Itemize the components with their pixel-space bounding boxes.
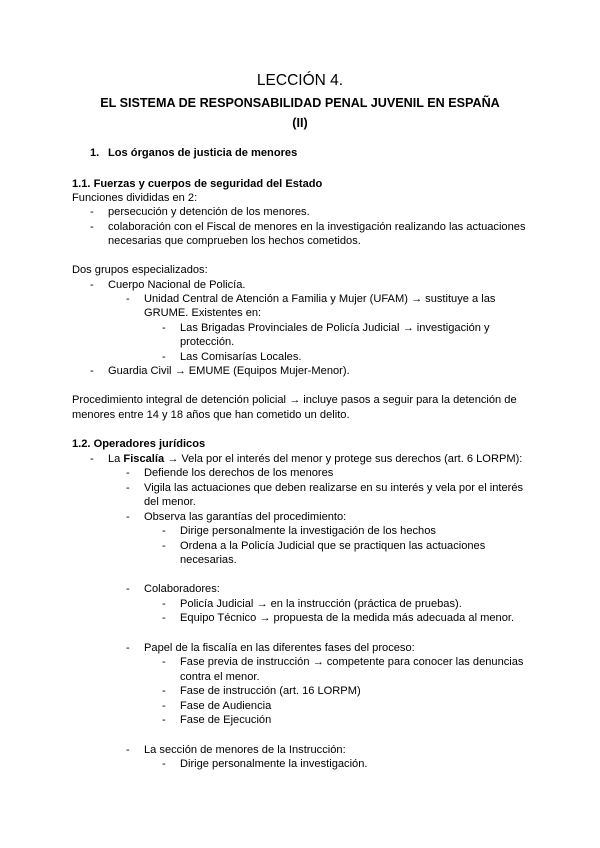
bullet-dash: - — [126, 467, 130, 479]
list-item-continued: del menor. — [144, 496, 196, 508]
list-item: Fase previa de instrucción → competente para conocer las denuncias — [180, 656, 524, 668]
functions-intro: Funciones divididas en 2: — [72, 192, 198, 204]
list-item-continued: necesarias que comprueben los hechos cometidos. — [108, 235, 361, 247]
list-item: Papel de la fiscalía en las diferentes fases del proceso: — [144, 642, 415, 654]
fiscalia-prefix: La — [108, 453, 124, 465]
list-item: persecución y detención de los menores. — [108, 206, 310, 218]
bullet-dash: - — [90, 365, 94, 377]
lesson-subtitle-line1: EL SISTEMA DE RESPONSABILIDAD PENAL JUVENIL EN ESPAÑA — [100, 96, 500, 110]
fiscalia-term: Fiscalía — [123, 453, 165, 465]
section-1-1-heading: 1.1. Fuerzas y cuerpos de seguridad del Estado — [72, 178, 323, 190]
bullet-dash: - — [126, 482, 130, 494]
list-item: colaboración con el Fiscal de menores en la investigación realizando las actuaciones — [108, 221, 526, 233]
bullet-dash: - — [162, 322, 166, 334]
lesson-subtitle-line2: (II) — [292, 116, 308, 130]
list-item: Las Comisarías Locales. — [180, 351, 302, 363]
bullet-dash: - — [162, 656, 166, 668]
bullet-dash: - — [162, 598, 166, 610]
groups-intro: Dos grupos especializados: — [72, 264, 208, 276]
bullet-dash: - — [162, 612, 166, 624]
bullet-dash: - — [126, 744, 130, 756]
list-item: Defiende los derechos de los menores — [144, 467, 334, 479]
list-item: Policía Judicial → en la instrucción (práctica de pruebas). — [180, 598, 462, 610]
list-item: Vigila las actuaciones que deben realizarse en su interés y vela por el interés — [144, 482, 524, 494]
bullet-dash: - — [90, 206, 94, 218]
procedure-paragraph-line1: Procedimiento integral de detención policial → incluye pasos a seguir para la detención de — [72, 394, 517, 406]
bullet-dash: - — [90, 221, 94, 233]
list-item-continued: protección. — [180, 336, 235, 348]
bullet-dash: - — [162, 525, 166, 537]
list-item: Fase de Audiencia — [180, 700, 272, 712]
bullet-dash: - — [162, 700, 166, 712]
bullet-dash: - — [162, 714, 166, 726]
bullet-dash: - — [126, 583, 130, 595]
fiscalia-item — [108, 452, 522, 466]
list-item: Observa las garantías del procedimiento: — [144, 511, 347, 523]
list-item-continued: necesarias. — [180, 554, 237, 566]
bullet-dash: - — [126, 293, 130, 305]
bullet-dash: - — [90, 453, 94, 465]
list-item: Las Brigadas Provinciales de Policía Judicial → investigación y — [180, 322, 490, 334]
list-item: Dirige personalmente la investigación de los hechos — [180, 525, 436, 537]
list-item: Cuerpo Nacional de Policía. — [108, 279, 246, 291]
list-item: Fase de instrucción (art. 16 LORPM) — [180, 685, 361, 697]
section-1-heading: Los órganos de justicia de menores — [108, 147, 298, 159]
bullet-dash: - — [162, 540, 166, 552]
bullet-dash: - — [162, 758, 166, 770]
procedure-paragraph-line2: menores entre 14 y 18 años que han cometido un delito. — [72, 409, 350, 421]
list-item: Unidad Central de Atención a Familia y Mujer (UFAM) → sustituye a las — [144, 293, 496, 305]
list-item: Ordena a la Policía Judicial que se practiquen las actuaciones — [180, 540, 486, 552]
list-item: Dirige personalmente la investigación. — [180, 758, 368, 770]
list-item-continued: GRUME. Existentes en: — [144, 307, 262, 319]
lesson-title: LECCIÓN 4. — [256, 72, 344, 89]
bullet-dash: - — [126, 511, 130, 523]
bullet-dash: - — [162, 685, 166, 697]
list-item: La sección de menores de la Instrucción: — [144, 744, 346, 756]
bullet-dash: - — [162, 351, 166, 363]
fiscalia-description: → Vela por el interés del menor y protege sus derechos (art. 6 LORPM): — [164, 453, 523, 465]
bullet-dash: - — [90, 279, 94, 291]
bullet-dash: - — [126, 642, 130, 654]
section-1-2-heading: 1.2. Operadores jurídicos — [72, 438, 206, 450]
list-item: Guardia Civil → EMUME (Equipos Mujer-Menor). — [108, 365, 350, 377]
list-item: Fase de Ejecución — [180, 714, 272, 726]
list-item: Colaboradores: — [144, 583, 220, 595]
section-1-number: 1. — [90, 147, 100, 159]
list-item-continued: contra el menor. — [180, 671, 260, 683]
list-item: Equipo Técnico → propuesta de la medida más adecuada al menor. — [180, 612, 515, 624]
